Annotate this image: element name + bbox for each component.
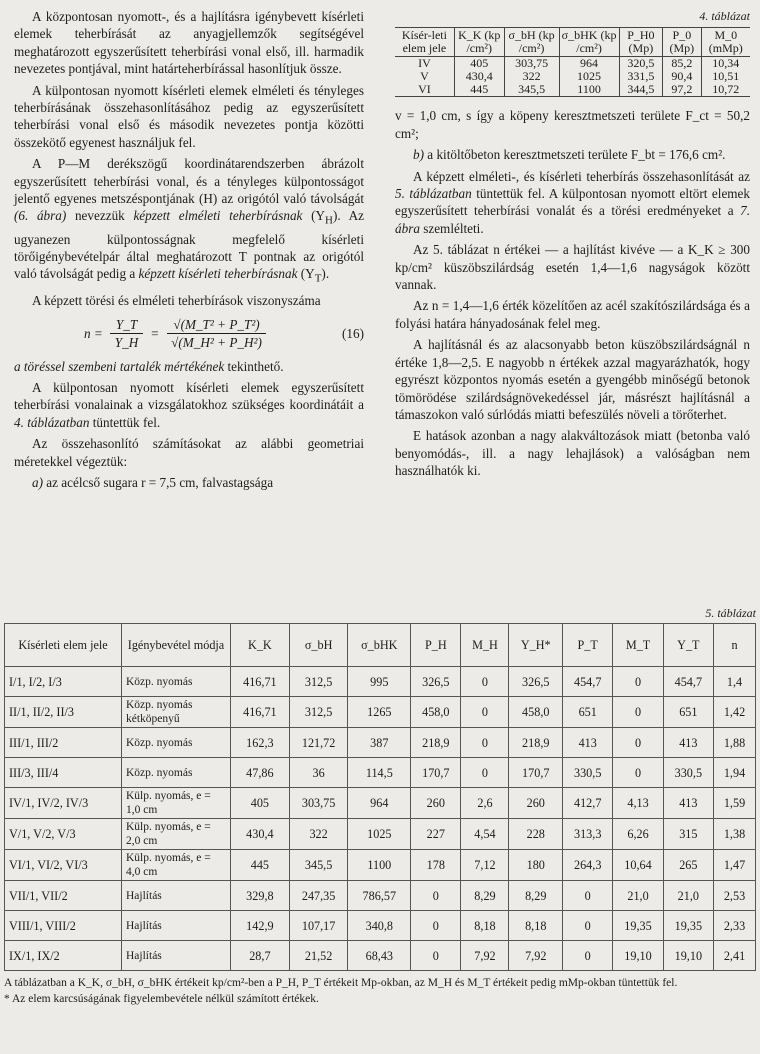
table-cell: 1,88 (713, 728, 755, 758)
col-header: Y_H* (509, 624, 563, 667)
table-cell: Közp. nyomás (122, 728, 231, 758)
paragraph (14, 155, 364, 288)
table-cell: 21,0 (613, 881, 663, 911)
text: nevezzük (66, 208, 134, 224)
paragraph: Az 5. táblázat n értékei — a hajlítást kivéve — a K_K ≥ 300 kp/cm² küszöbszilárdság esetén 1,4—1,6 nagyságok között vannak. (395, 242, 750, 293)
subscript: T (314, 272, 322, 285)
col-header: σ_bHK (348, 624, 411, 667)
figure-ref: 7. ábra (395, 203, 750, 236)
table-cell: 1,94 (713, 758, 755, 788)
table-row (395, 70, 750, 83)
fraction (109, 316, 144, 352)
table-cell: 142,9 (231, 911, 290, 941)
table-cell: 2,6 (461, 788, 509, 819)
table-cell: 964 (559, 57, 619, 71)
table-header-row (395, 28, 750, 57)
table-cell: Közp. nyomás (122, 667, 231, 697)
table-cell: Hajlítás (122, 941, 231, 971)
table-cell: 312,5 (289, 697, 348, 728)
text: tekinthető. (224, 358, 284, 374)
table-cell: 313,3 (563, 819, 613, 850)
paragraph (395, 146, 750, 163)
col-header: P_T (563, 624, 613, 667)
table-row (5, 788, 756, 819)
table-cell: VI/1, VI/2, VI/3 (5, 850, 122, 881)
figure-ref: (6. ábra) (14, 208, 67, 224)
table-row (5, 819, 756, 850)
text: a kitöltőbeton keresztmetszeti területe F_bt = 176,6 cm². (424, 147, 726, 163)
col-header: M_H (461, 624, 509, 667)
table-note: A táblázatban a K_K, σ_bH, σ_bHK értékeit kp/cm²-ben a P_H, P_T értékeit Mp-okban, az M_H és M_T értékeit pedig mMp-okban tüntettük fel. (4, 977, 678, 989)
equation-number: (16) (342, 325, 364, 341)
text: tüntettük fel. (89, 414, 161, 430)
table-cell: 330,5 (563, 758, 613, 788)
table5-caption: 5. táblázat (705, 606, 756, 620)
table-cell: 0 (411, 881, 461, 911)
table-cell: 1025 (348, 819, 411, 850)
col-header: Kísér-leti elem jele (401, 28, 447, 56)
term: képzett elméleti teherbírásnak (133, 208, 303, 224)
text: tüntettük fel. A külpontosan nyomott eltört elemek egyszerűsített teherbírási vonalát és a törési eredményeket a (395, 186, 750, 219)
table-cell: 4,54 (461, 819, 509, 850)
table-cell: 28,7 (231, 941, 290, 971)
paragraph: Az n = 1,4—1,6 érték közelítően az acél szakítószilárdsága és a folyási határa hányadosának felel meg. (395, 298, 750, 331)
col-header: Kísérleti elem jele (5, 624, 122, 667)
table-cell: 90,4 (663, 70, 701, 83)
text: A külpontosan nyomott kísérleti elemek egyszerűsített teherbírási vonalainak a vizsgálatokhoz szükséges koordinátáit a (14, 380, 364, 413)
col-header: M_0 (mMp) (701, 28, 750, 57)
table-cell: 114,5 (348, 758, 411, 788)
table-cell: 651 (663, 697, 713, 728)
paragraph (14, 379, 364, 431)
numerator: Y_T (110, 316, 143, 334)
table-cell: 0 (613, 697, 663, 728)
table-cell: 264,3 (563, 850, 613, 881)
table-cell: 326,5 (411, 667, 461, 697)
table-cell: 0 (613, 728, 663, 758)
table-cell: 85,2 (663, 57, 701, 71)
text: A P—M derékszögű koordinátarendszerben ábrázolt egyszerűsített teherbírási vonal, és a tényleges külpontosságot jelentő egyenes metszéspontjának (H) az origótól való távolságát (14, 156, 364, 207)
table-cell: 265 (663, 850, 713, 881)
table-cell: 162,3 (231, 728, 290, 758)
table-5-section (4, 606, 756, 1006)
table-cell: 19,10 (663, 941, 713, 971)
table-cell: 170,7 (411, 758, 461, 788)
table-cell: 227 (411, 819, 461, 850)
table-cell: 68,43 (348, 941, 411, 971)
table4-caption: 4. táblázat (699, 9, 750, 23)
table-cell: 10,34 (701, 57, 750, 71)
table-cell: 322 (289, 819, 348, 850)
term: képzett kísérleti teherbírásnak (138, 266, 298, 282)
table-row (5, 697, 756, 728)
table-cell: 2,53 (713, 881, 755, 911)
table-cell: 413 (663, 728, 713, 758)
table-cell: 0 (461, 728, 509, 758)
table-row (395, 57, 750, 71)
left-text-column (14, 8, 364, 495)
text: A képzett elméleti-, és kísérleti teherbírás összehasonlítását az (413, 168, 750, 184)
table-cell: IV/1, IV/2, IV/3 (5, 788, 122, 819)
table-cell: 10,72 (701, 83, 750, 97)
table-cell: V/1, V/2, V/3 (5, 819, 122, 850)
table-cell: 8,18 (461, 911, 509, 941)
col-header: Y_T (663, 624, 713, 667)
col-header: σ_bHK (kp /cm²) (559, 28, 619, 57)
table-cell: 330,5 (663, 758, 713, 788)
table-cell: 0 (563, 911, 613, 941)
denominator: Y_H (114, 335, 139, 351)
text: ). (321, 266, 330, 282)
equals-sign: = (150, 325, 160, 341)
table-cell: 1,42 (713, 697, 755, 728)
table-cell: 413 (663, 788, 713, 819)
table-cell: 6,26 (613, 819, 663, 850)
table-cell: 1265 (348, 697, 411, 728)
table-cell: III/1, III/2 (5, 728, 122, 758)
table-cell: 0 (411, 941, 461, 971)
table-cell: 315 (663, 819, 713, 850)
table-cell: 36 (289, 758, 348, 788)
table-cell: 412,7 (563, 788, 613, 819)
paragraph (395, 168, 750, 238)
table-cell: 651 (563, 697, 613, 728)
table-row (5, 881, 756, 911)
col-header: P_0 (Mp) (663, 28, 701, 57)
table-cell: 4,13 (613, 788, 663, 819)
table-cell: 47,86 (231, 758, 290, 788)
text: (Y (302, 208, 326, 224)
table-cell: 0 (613, 758, 663, 788)
col-header: σ_bH (kp /cm²) (504, 28, 559, 57)
table-cell: 0 (461, 758, 509, 788)
col-header: Igénybevétel módja (122, 624, 231, 667)
table-ref: 4. táblázatban (14, 414, 90, 430)
table-cell: 2,41 (713, 941, 755, 971)
table-cell: II/1, II/2, II/3 (5, 697, 122, 728)
table-cell: 2,33 (713, 911, 755, 941)
table-cell: 260 (411, 788, 461, 819)
table-cell: 1,59 (713, 788, 755, 819)
table-cell: VI (418, 82, 431, 97)
table-cell: 8,29 (509, 881, 563, 911)
table-row (5, 758, 756, 788)
table-cell: 218,9 (411, 728, 461, 758)
table-cell: 445 (231, 850, 290, 881)
table-row (5, 728, 756, 758)
table-cell: 107,17 (289, 911, 348, 941)
list-marker: a) (32, 475, 43, 491)
table-cell: 1100 (559, 83, 619, 97)
table-cell: 0 (461, 667, 509, 697)
table-cell: 170,7 (509, 758, 563, 788)
paragraph: Az összehasonlító számításokat az alábbi geometriai méretekkel végeztük: (14, 436, 364, 469)
table-body (395, 57, 750, 97)
table-cell: 345,5 (289, 850, 348, 881)
table-cell: 8,29 (461, 881, 509, 911)
table-cell: Közp. nyomás kétköpenyű (122, 697, 231, 728)
table-cell: 303,75 (289, 788, 348, 819)
table-cell: 387 (348, 728, 411, 758)
col-header: P_H (411, 624, 461, 667)
table-cell: 416,71 (231, 667, 290, 697)
right-text-column (395, 8, 750, 484)
table-cell: Közp. nyomás (122, 758, 231, 788)
table-cell: 344,5 (619, 83, 663, 97)
table-cell: 320,5 (619, 57, 663, 71)
table-cell: 0 (411, 911, 461, 941)
table-cell: IX/1, IX/2 (5, 941, 122, 971)
table-cell: 322 (504, 70, 559, 83)
text: szemlélteti. (419, 220, 484, 236)
table-cell: 0 (563, 941, 613, 971)
table-cell: VII/1, VII/2 (5, 881, 122, 911)
table-cell: 19,10 (613, 941, 663, 971)
table-cell: 995 (348, 667, 411, 697)
table-cell: 10,51 (701, 70, 750, 83)
col-header: P_H0 (Mp) (619, 28, 663, 57)
table-cell: 964 (348, 788, 411, 819)
table-cell: 0 (613, 667, 663, 697)
table-row (5, 941, 756, 971)
col-header: M_T (613, 624, 663, 667)
table-cell: 1100 (348, 850, 411, 881)
table-cell: 0 (563, 881, 613, 911)
table-ref: 5. táblázatban (395, 186, 472, 202)
table-cell: 340,8 (348, 911, 411, 941)
subscript: H (325, 215, 333, 228)
table-cell: VIII/1, VIII/2 (5, 911, 122, 941)
table-cell: 260 (509, 788, 563, 819)
table-cell: III/3, III/4 (5, 758, 122, 788)
paragraph (14, 474, 364, 491)
table-cell: 458,0 (509, 697, 563, 728)
table-row (395, 83, 750, 97)
table-footnote: * Az elem karcsúságának figyelembevétele nélkül számított értékek. (4, 992, 319, 1005)
table-cell: 430,4 (454, 70, 504, 83)
paragraph: A külpontosan nyomott kísérleti elemek elméleti és tényleges teherbírásának összehasonlításához pedig az egyszerűsített teherbírási vonal első és második nevezetes pontja közötti összekötő egyenest használjuk fel. (14, 82, 364, 150)
table-cell: 454,7 (563, 667, 613, 697)
text: (Y (297, 266, 315, 282)
list-marker: b) (413, 147, 424, 163)
table-cell: 445 (454, 83, 504, 97)
table-cell: 1,47 (713, 850, 755, 881)
table-header-row (5, 624, 756, 667)
table-cell: 1025 (559, 70, 619, 83)
table-cell: 405 (454, 57, 504, 71)
table-cell: 303,75 (504, 57, 559, 71)
table-cell: 228 (509, 819, 563, 850)
table-cell: 0 (461, 697, 509, 728)
equation-16 (14, 316, 364, 352)
table-cell: 21,0 (663, 881, 713, 911)
table-cell: 7,12 (461, 850, 509, 881)
col-header: K_K (231, 624, 290, 667)
col-header: n (713, 624, 755, 667)
paragraph: E hatások azonban a nagy alakváltozások miatt (betonba való benyomódás-, ill. a nagy lehajlások) a valóságban nem használhatók ki. (395, 428, 750, 479)
table-cell: 10,64 (613, 850, 663, 881)
table-cell: Hajlítás (122, 911, 231, 941)
table-cell: 180 (509, 850, 563, 881)
text: az acélcső sugara r = 7,5 cm, falvastagsága (43, 475, 274, 491)
table-cell: 326,5 (509, 667, 563, 697)
table-body (5, 667, 756, 971)
table-cell: 329,8 (231, 881, 290, 911)
table-cell: 97,2 (663, 83, 701, 97)
table-cell: Külp. nyomás, e = 2,0 cm (122, 819, 231, 850)
table-cell: 247,35 (289, 881, 348, 911)
table-row (5, 911, 756, 941)
paragraph: A központosan nyomott-, és a hajlításra igénybevett kísérleti elemek teherbírását az anyagjellemzők segítségével meghatározott egyszerűsített teherbírási vonal első, ill. harmadik nevezetes pontjával, mint határteherbírással hasonlítjuk össze. (14, 9, 364, 77)
table-cell: 7,92 (509, 941, 563, 971)
table-cell: 1,38 (713, 819, 755, 850)
table-cell: 1,4 (713, 667, 755, 697)
table-cell: Külp. nyomás, e = 1,0 cm (122, 788, 231, 819)
table-row (5, 667, 756, 697)
table-cell: 454,7 (663, 667, 713, 697)
col-header: σ_bH (289, 624, 348, 667)
table-cell: 331,5 (619, 70, 663, 83)
table-cell: Hajlítás (122, 881, 231, 911)
table-cell: 21,52 (289, 941, 348, 971)
paragraph: A képzett törési és elméleti teherbírások viszonyszáma (32, 293, 321, 309)
eq-lhs: n = (84, 325, 103, 341)
table-cell: Külp. nyomás, e = 4,0 cm (122, 850, 231, 881)
table-cell: V (420, 69, 429, 84)
paragraph: A hajlításnál és az alacsonyabb beton küszöbszilárdságnál n értéke 1,8—2,5. E nagyobb n értékek azzal magyarázhatók, hogy egyrészt központos nyomás esetén a gyengébb minőségű betonok tömörödése szilárdságnövekedéssel jár, másrészt hajlításnál a támaszokon való súrlódás miatti befeszülés növeli a törőterhet. (395, 337, 750, 422)
table-cell: 7,92 (461, 941, 509, 971)
table-cell: I/1, I/2, I/3 (5, 667, 122, 697)
table-cell: 8,18 (509, 911, 563, 941)
table-cell: 178 (411, 850, 461, 881)
col-header: K_K (kp /cm²) (454, 28, 504, 57)
paragraph: v = 1,0 cm, s így a köpeny keresztmetszeti területe F_ct = 50,2 cm²; (395, 108, 750, 141)
table-cell: 19,35 (663, 911, 713, 941)
table-cell: 786,57 (348, 881, 411, 911)
table-cell: 416,71 (231, 697, 290, 728)
fraction (165, 316, 268, 352)
table-cell: IV (418, 56, 431, 71)
paragraph (14, 358, 364, 375)
table-cell: 121,72 (289, 728, 348, 758)
table-cell: 458,0 (411, 697, 461, 728)
table-cell: 19,35 (613, 911, 663, 941)
numerator: √(M_T² + P_T²) (167, 316, 265, 334)
table-cell: 218,9 (509, 728, 563, 758)
table-row (5, 850, 756, 881)
table-4 (395, 27, 750, 97)
table-5 (4, 623, 756, 971)
text: ). Az ugyanezen külpontosságnak megfelelő kísérleti törőigénybevételpár által meghatározott T pontnak az origótól való távolságát pedig a (14, 208, 365, 282)
table-cell: 405 (231, 788, 290, 819)
denominator: √(M_H² + P_H²) (171, 335, 262, 351)
table-cell: 345,5 (504, 83, 559, 97)
table-cell: 413 (563, 728, 613, 758)
table-cell: 312,5 (289, 667, 348, 697)
term: a töréssel szembeni tartalék mértékének (14, 358, 225, 374)
table-cell: 430,4 (231, 819, 290, 850)
